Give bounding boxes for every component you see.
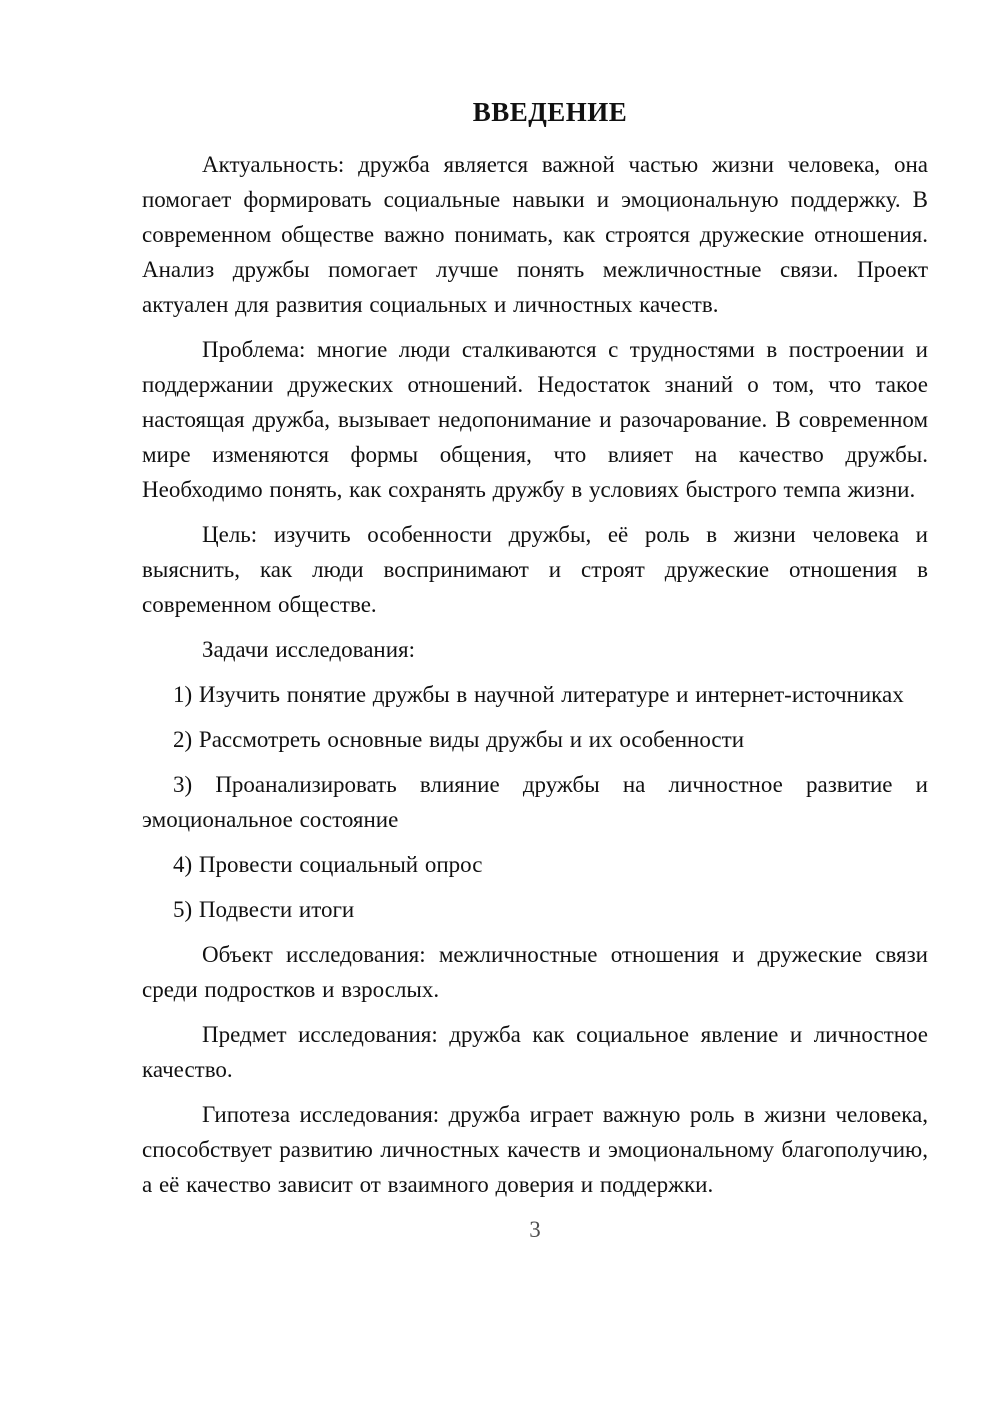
paragraph-subject: Предмет исследования: дружба как социальное явление и личностное качество. — [142, 1022, 928, 1082]
text-block — [142, 95, 928, 1247]
task-item-2: 2) Рассмотреть основные виды дружбы и их особенности — [173, 727, 745, 752]
task-item-5: 5) Подвести итоги — [173, 897, 355, 922]
task-item-3: 3) Проанализировать влияние дружбы на личностное развитие и эмоциональное состояние — [142, 772, 928, 832]
task-item-4: 4) Провести социальный опрос — [173, 852, 483, 877]
paragraph-tasks-heading: Задачи исследования: — [202, 637, 416, 662]
paragraph-goal: Цель: изучить особенности дружбы, её роль в жизни человека и выяснить, как люди воспринимают и строят дружеские отношения в современном обществе. — [142, 522, 928, 617]
paragraph-object: Объект исследования: межличностные отношения и дружеские связи среди подростков и взрослых. — [142, 942, 928, 1002]
paragraph-problem: Проблема: многие люди сталкиваются с трудностями в построении и поддержании дружеских отношений. Недостаток знаний о том, что такое настоящая дружба, вызывает недопонимание и разочарование. В современном мире изменяются формы общения, что влияет на качество дружбы. Необходимо понять, как сохранять дружбу в условиях быстрого темпа жизни. — [142, 337, 928, 502]
task-item-1: 1) Изучить понятие дружбы в научной литературе и интернет‑источниках — [173, 682, 904, 707]
page-title: ВВЕДЕНИЕ — [472, 97, 628, 127]
page-number: 3 — [529, 1217, 541, 1242]
paragraph-relevance: Актуальность: дружба является важной частью жизни человека, она помогает формировать социальные навыки и эмоциональную поддержку. В современном обществе важно понимать, как строятся дружеские отношения. Анализ дружбы помогает лучше понять межличностные связи. Проект актуален для развития социальных и личностных качеств. — [142, 152, 928, 317]
paragraph-hypothesis: Гипотеза исследования: дружба играет важную роль в жизни человека, способствует развитию личностных качеств и эмоциональному благополучию, а её качество зависит от взаимного доверия и поддержки. — [142, 1102, 928, 1197]
